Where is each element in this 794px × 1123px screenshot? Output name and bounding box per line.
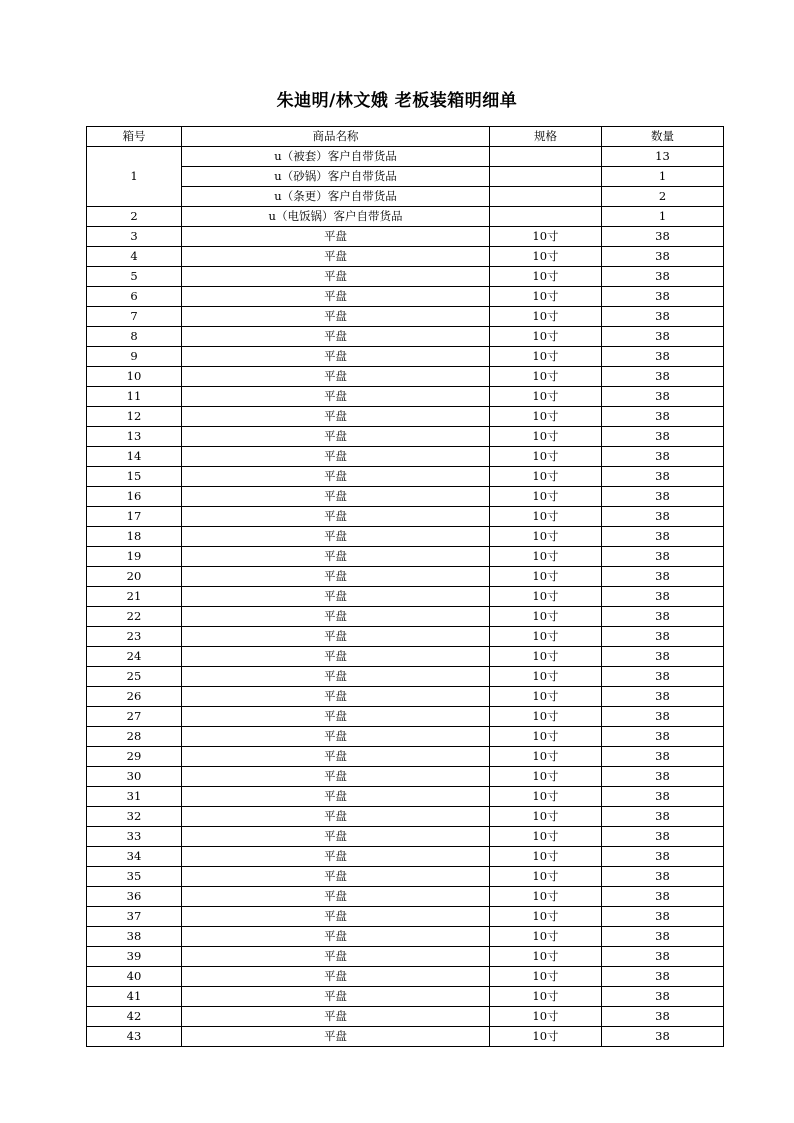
quantity-cell: 38 — [602, 347, 724, 367]
box-number-cell: 23 — [87, 627, 182, 647]
specification-cell: 10寸 — [490, 587, 602, 607]
table-row — [87, 467, 724, 487]
product-name-cell: 平盘 — [182, 467, 490, 487]
specification-cell: 10寸 — [490, 1007, 602, 1027]
product-name-cell: 平盘 — [182, 687, 490, 707]
quantity-cell: 38 — [602, 307, 724, 327]
quantity-cell: 38 — [602, 267, 724, 287]
quantity-cell: 1 — [602, 207, 724, 227]
box-number-cell: 28 — [87, 727, 182, 747]
table-row — [87, 507, 724, 527]
product-name-cell: 平盘 — [182, 227, 490, 247]
box-number-cell: 11 — [87, 387, 182, 407]
table-row — [87, 367, 724, 387]
box-number-cell: 14 — [87, 447, 182, 467]
product-name-cell: 平盘 — [182, 387, 490, 407]
box-number-cell: 2 — [87, 207, 182, 227]
box-number-cell: 36 — [87, 887, 182, 907]
specification-cell: 10寸 — [490, 307, 602, 327]
box-number-cell: 6 — [87, 287, 182, 307]
specification-cell: 10寸 — [490, 507, 602, 527]
product-name-cell: 平盘 — [182, 347, 490, 367]
product-name-cell: 平盘 — [182, 987, 490, 1007]
specification-cell: 10寸 — [490, 347, 602, 367]
product-name-cell: 平盘 — [182, 267, 490, 287]
specification-cell: 10寸 — [490, 407, 602, 427]
product-name-cell: 平盘 — [182, 667, 490, 687]
box-number-cell: 31 — [87, 787, 182, 807]
table-row — [87, 327, 724, 347]
box-number-cell: 43 — [87, 1027, 182, 1047]
product-name-cell: 平盘 — [182, 487, 490, 507]
header-specification: 规格 — [490, 127, 602, 147]
table-header-row — [87, 127, 724, 147]
product-name-cell: 平盘 — [182, 947, 490, 967]
product-name-cell: 平盘 — [182, 547, 490, 567]
specification-cell: 10寸 — [490, 947, 602, 967]
box-number-cell: 30 — [87, 767, 182, 787]
specification-cell — [490, 167, 602, 187]
quantity-cell: 38 — [602, 507, 724, 527]
specification-cell: 10寸 — [490, 887, 602, 907]
quantity-cell: 38 — [602, 887, 724, 907]
specification-cell: 10寸 — [490, 287, 602, 307]
quantity-cell: 38 — [602, 667, 724, 687]
quantity-cell: 38 — [602, 827, 724, 847]
box-number-cell: 13 — [87, 427, 182, 447]
product-name-cell: 平盘 — [182, 867, 490, 887]
table-row — [87, 787, 724, 807]
product-name-cell: 平盘 — [182, 807, 490, 827]
quantity-cell: 38 — [602, 927, 724, 947]
box-number-cell: 17 — [87, 507, 182, 527]
product-name-cell: u（条更）客户自带货品 — [182, 187, 490, 207]
box-number-cell: 32 — [87, 807, 182, 827]
document-title: 朱迪明/林文娥 老板装箱明细单 — [276, 91, 518, 111]
table-row — [87, 987, 724, 1007]
quantity-cell: 38 — [602, 227, 724, 247]
box-number-cell: 27 — [87, 707, 182, 727]
header-product-name: 商品名称 — [182, 127, 490, 147]
quantity-cell: 38 — [602, 767, 724, 787]
quantity-cell: 38 — [602, 807, 724, 827]
box-number-cell: 38 — [87, 927, 182, 947]
product-name-cell: 平盘 — [182, 727, 490, 747]
specification-cell: 10寸 — [490, 827, 602, 847]
specification-cell: 10寸 — [490, 487, 602, 507]
specification-cell: 10寸 — [490, 987, 602, 1007]
product-name-cell: u（被套）客户自带货品 — [182, 147, 490, 167]
specification-cell: 10寸 — [490, 247, 602, 267]
table-row — [87, 667, 724, 687]
product-name-cell: 平盘 — [182, 287, 490, 307]
quantity-cell: 38 — [602, 847, 724, 867]
quantity-cell: 38 — [602, 647, 724, 667]
quantity-cell: 38 — [602, 527, 724, 547]
box-number-cell: 24 — [87, 647, 182, 667]
box-number-cell: 1 — [87, 147, 182, 207]
box-number-cell: 37 — [87, 907, 182, 927]
specification-cell: 10寸 — [490, 727, 602, 747]
product-name-cell: 平盘 — [182, 907, 490, 927]
quantity-cell: 1 — [602, 167, 724, 187]
specification-cell: 10寸 — [490, 267, 602, 287]
table-row — [87, 387, 724, 407]
table-row — [87, 727, 724, 747]
table-row — [87, 807, 724, 827]
specification-cell: 10寸 — [490, 1027, 602, 1047]
product-name-cell: 平盘 — [182, 527, 490, 547]
quantity-cell: 38 — [602, 707, 724, 727]
specification-cell: 10寸 — [490, 767, 602, 787]
table-row — [87, 927, 724, 947]
box-number-cell: 5 — [87, 267, 182, 287]
table-row — [87, 307, 724, 327]
table-row — [87, 1027, 724, 1047]
table-row — [87, 167, 724, 187]
table-row — [87, 1007, 724, 1027]
specification-cell: 10寸 — [490, 647, 602, 667]
specification-cell: 10寸 — [490, 547, 602, 567]
specification-cell — [490, 187, 602, 207]
table-row — [87, 227, 724, 247]
box-number-cell: 22 — [87, 607, 182, 627]
table-row — [87, 147, 724, 167]
quantity-cell: 38 — [602, 427, 724, 447]
table-row — [87, 907, 724, 927]
quantity-cell: 38 — [602, 867, 724, 887]
table-row — [87, 567, 724, 587]
specification-cell: 10寸 — [490, 627, 602, 647]
quantity-cell: 38 — [602, 247, 724, 267]
quantity-cell: 38 — [602, 567, 724, 587]
box-number-cell: 39 — [87, 947, 182, 967]
table-row — [87, 247, 724, 267]
quantity-cell: 38 — [602, 587, 724, 607]
quantity-cell: 38 — [602, 447, 724, 467]
table-row — [87, 407, 724, 427]
specification-cell: 10寸 — [490, 527, 602, 547]
quantity-cell: 38 — [602, 487, 724, 507]
quantity-cell: 38 — [602, 407, 724, 427]
quantity-cell: 38 — [602, 627, 724, 647]
specification-cell: 10寸 — [490, 847, 602, 867]
specification-cell: 10寸 — [490, 747, 602, 767]
box-number-cell: 7 — [87, 307, 182, 327]
table-row — [87, 447, 724, 467]
specification-cell: 10寸 — [490, 387, 602, 407]
quantity-cell: 38 — [602, 367, 724, 387]
product-name-cell: 平盘 — [182, 627, 490, 647]
box-number-cell: 42 — [87, 1007, 182, 1027]
table-row — [87, 947, 724, 967]
table-row — [87, 187, 724, 207]
specification-cell: 10寸 — [490, 707, 602, 727]
product-name-cell: u（电饭锅）客户自带货品 — [182, 207, 490, 227]
specification-cell: 10寸 — [490, 607, 602, 627]
product-name-cell: 平盘 — [182, 427, 490, 447]
box-number-cell: 12 — [87, 407, 182, 427]
specification-cell: 10寸 — [490, 467, 602, 487]
specification-cell: 10寸 — [490, 447, 602, 467]
table-row — [87, 587, 724, 607]
box-number-cell: 35 — [87, 867, 182, 887]
quantity-cell: 38 — [602, 787, 724, 807]
specification-cell — [490, 207, 602, 227]
quantity-cell: 13 — [602, 147, 724, 167]
quantity-cell: 38 — [602, 987, 724, 1007]
product-name-cell: 平盘 — [182, 967, 490, 987]
product-name-cell: 平盘 — [182, 1027, 490, 1047]
product-name-cell: 平盘 — [182, 567, 490, 587]
table-row — [87, 707, 724, 727]
quantity-cell: 38 — [602, 1027, 724, 1047]
product-name-cell: 平盘 — [182, 707, 490, 727]
box-number-cell: 10 — [87, 367, 182, 387]
specification-cell: 10寸 — [490, 967, 602, 987]
specification-cell — [490, 147, 602, 167]
specification-cell: 10寸 — [490, 907, 602, 927]
product-name-cell: 平盘 — [182, 1007, 490, 1027]
specification-cell: 10寸 — [490, 687, 602, 707]
product-name-cell: 平盘 — [182, 647, 490, 667]
quantity-cell: 38 — [602, 547, 724, 567]
table-row — [87, 767, 724, 787]
product-name-cell: 平盘 — [182, 767, 490, 787]
table-row — [87, 887, 724, 907]
box-number-cell: 20 — [87, 567, 182, 587]
header-box-number: 箱号 — [87, 127, 182, 147]
table-row — [87, 427, 724, 447]
box-number-cell: 19 — [87, 547, 182, 567]
specification-cell: 10寸 — [490, 427, 602, 447]
box-number-cell: 18 — [87, 527, 182, 547]
quantity-cell: 38 — [602, 1007, 724, 1027]
table-row — [87, 487, 724, 507]
table-body — [87, 147, 724, 1047]
box-number-cell: 25 — [87, 667, 182, 687]
table-row — [87, 547, 724, 567]
product-name-cell: 平盘 — [182, 787, 490, 807]
quantity-cell: 38 — [602, 747, 724, 767]
box-number-cell: 8 — [87, 327, 182, 347]
table-row — [87, 867, 724, 887]
table-row — [87, 607, 724, 627]
product-name-cell: 平盘 — [182, 327, 490, 347]
specification-cell: 10寸 — [490, 327, 602, 347]
product-name-cell: 平盘 — [182, 507, 490, 527]
specification-cell: 10寸 — [490, 807, 602, 827]
table-row — [87, 207, 724, 227]
box-number-cell: 4 — [87, 247, 182, 267]
product-name-cell: 平盘 — [182, 367, 490, 387]
quantity-cell: 38 — [602, 687, 724, 707]
table-row — [87, 967, 724, 987]
product-name-cell: 平盘 — [182, 247, 490, 267]
table-row — [87, 527, 724, 547]
quantity-cell: 38 — [602, 287, 724, 307]
specification-cell: 10寸 — [490, 927, 602, 947]
table-row — [87, 347, 724, 367]
box-number-cell: 16 — [87, 487, 182, 507]
table-row — [87, 747, 724, 767]
product-name-cell: 平盘 — [182, 887, 490, 907]
box-number-cell: 9 — [87, 347, 182, 367]
product-name-cell: 平盘 — [182, 447, 490, 467]
specification-cell: 10寸 — [490, 787, 602, 807]
product-name-cell: 平盘 — [182, 827, 490, 847]
header-quantity: 数量 — [602, 127, 724, 147]
box-number-cell: 3 — [87, 227, 182, 247]
table-row — [87, 827, 724, 847]
box-number-cell: 41 — [87, 987, 182, 1007]
quantity-cell: 38 — [602, 607, 724, 627]
box-number-cell: 33 — [87, 827, 182, 847]
box-number-cell: 40 — [87, 967, 182, 987]
product-name-cell: 平盘 — [182, 747, 490, 767]
specification-cell: 10寸 — [490, 867, 602, 887]
table-row — [87, 287, 724, 307]
box-number-cell: 15 — [87, 467, 182, 487]
quantity-cell: 2 — [602, 187, 724, 207]
box-number-cell: 21 — [87, 587, 182, 607]
table-row — [87, 267, 724, 287]
quantity-cell: 38 — [602, 967, 724, 987]
product-name-cell: 平盘 — [182, 307, 490, 327]
specification-cell: 10寸 — [490, 227, 602, 247]
box-number-cell: 34 — [87, 847, 182, 867]
quantity-cell: 38 — [602, 727, 724, 747]
box-number-cell: 29 — [87, 747, 182, 767]
table-row — [87, 687, 724, 707]
product-name-cell: 平盘 — [182, 607, 490, 627]
product-name-cell: u（砂锅）客户自带货品 — [182, 167, 490, 187]
quantity-cell: 38 — [602, 327, 724, 347]
table-row — [87, 627, 724, 647]
box-number-cell: 26 — [87, 687, 182, 707]
quantity-cell: 38 — [602, 467, 724, 487]
specification-cell: 10寸 — [490, 667, 602, 687]
product-name-cell: 平盘 — [182, 927, 490, 947]
specification-cell: 10寸 — [490, 567, 602, 587]
quantity-cell: 38 — [602, 907, 724, 927]
specification-cell: 10寸 — [490, 367, 602, 387]
quantity-cell: 38 — [602, 947, 724, 967]
table-row — [87, 647, 724, 667]
table-row — [87, 847, 724, 867]
product-name-cell: 平盘 — [182, 847, 490, 867]
product-name-cell: 平盘 — [182, 407, 490, 427]
quantity-cell: 38 — [602, 387, 724, 407]
packing-list-table — [86, 126, 724, 1047]
product-name-cell: 平盘 — [182, 587, 490, 607]
